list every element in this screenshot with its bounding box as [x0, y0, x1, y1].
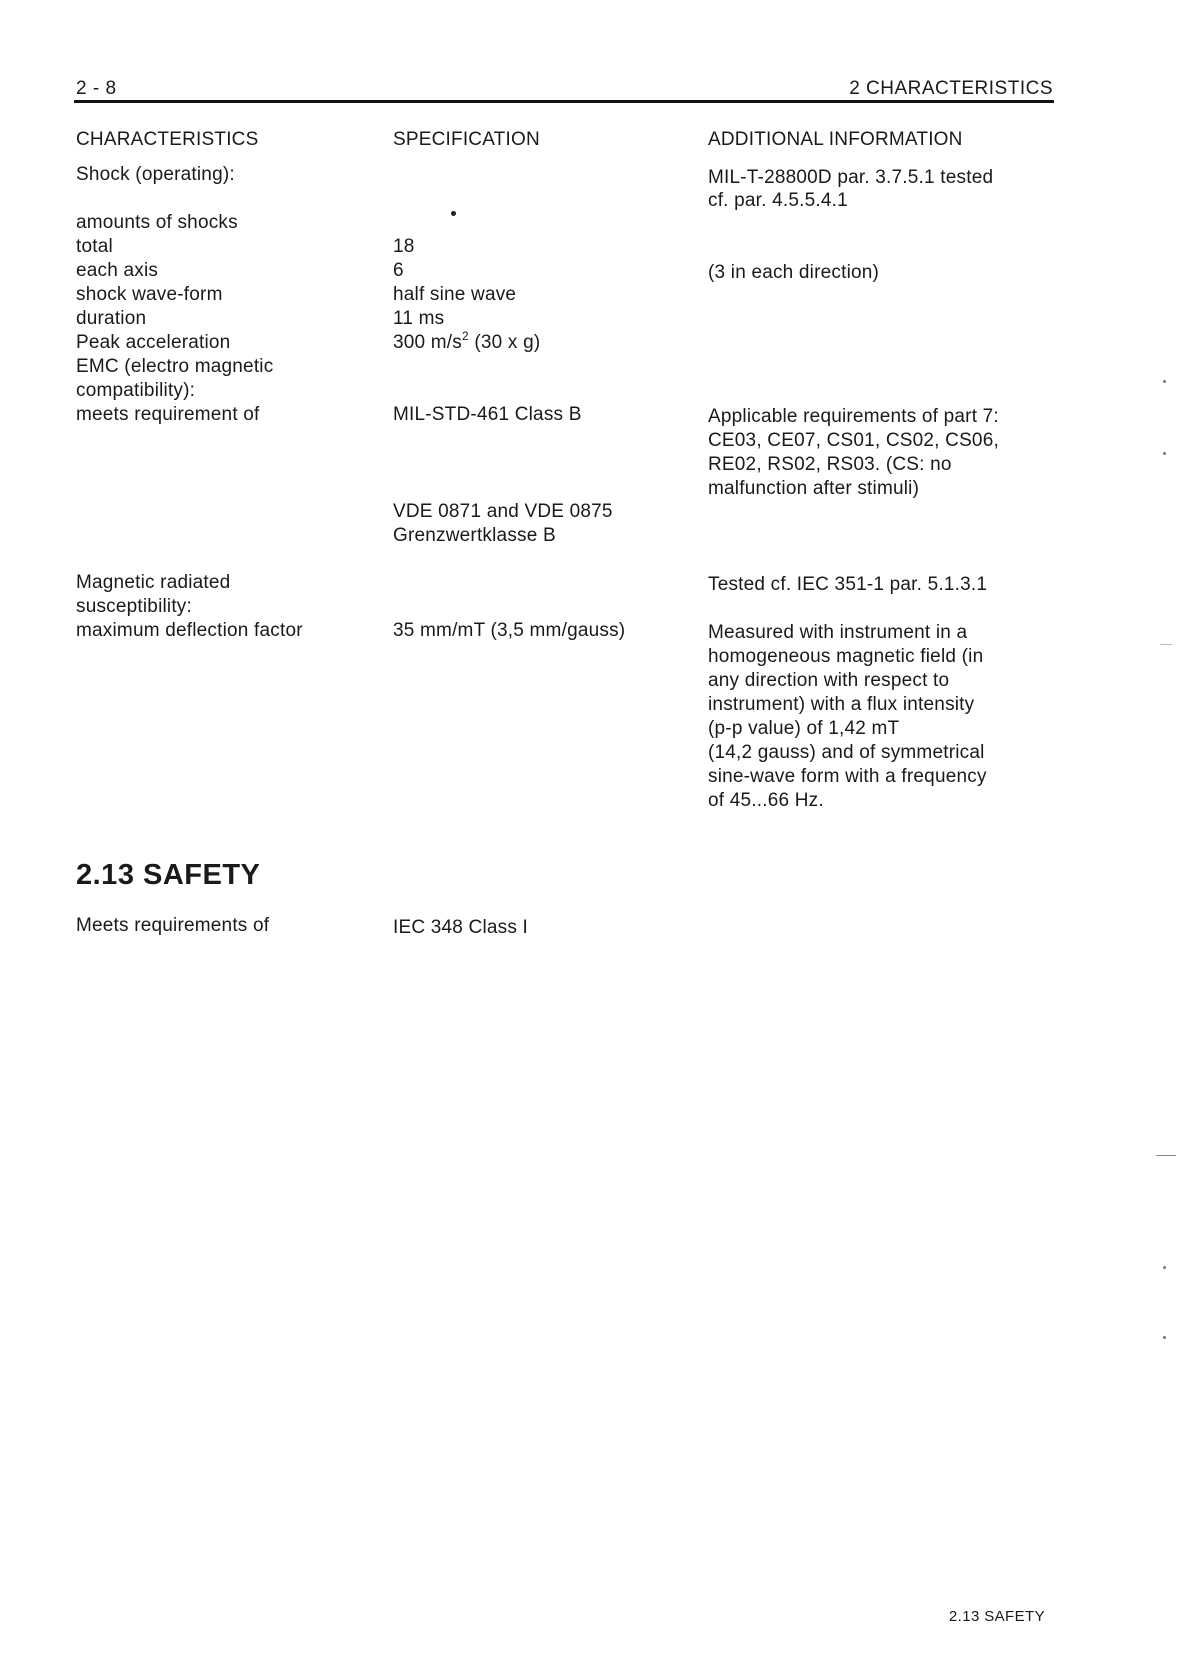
measured-line: sine-wave form with a frequency: [708, 766, 987, 787]
magnetic-tested-info: Tested cf. IEC 351-1 par. 5.1.3.1: [708, 574, 988, 595]
total-label: total: [76, 236, 113, 257]
peak-acceleration-label: Peak acceleration: [76, 332, 231, 353]
meets-requirement-value: MIL-STD-461 Class B: [393, 404, 582, 425]
shock-info-line1: MIL-T-28800D par. 3.7.5.1 tested: [708, 167, 994, 188]
measured-line: of 45...66 Hz.: [708, 790, 824, 811]
measured-line: instrument) with a flux intensity: [708, 694, 975, 715]
safety-meets-label: Meets requirements of: [76, 915, 270, 936]
measured-line: (14,2 gauss) and of symmetrical: [708, 742, 985, 763]
measured-line: any direction with respect to: [708, 670, 950, 691]
page-number: 2 - 8: [76, 78, 117, 99]
emc-info-line1: Applicable requirements of part 7:: [708, 406, 999, 427]
footer-section: 2.13 SAFETY: [948, 1608, 1045, 1625]
scan-speck: [1163, 380, 1166, 383]
total-value: 18: [393, 236, 415, 257]
emc-info-line4: malfunction after stimuli): [708, 478, 920, 499]
vde-line1: VDE 0871 and VDE 0875: [393, 501, 613, 522]
amounts-of-shocks-label: amounts of shocks: [76, 212, 238, 233]
scan-mark: [1156, 1155, 1176, 1156]
duration-label: duration: [76, 308, 147, 329]
scan-speck: [451, 211, 456, 216]
duration-value: 11 ms: [393, 308, 445, 329]
measured-line: homogeneous magnetic field (in: [708, 646, 984, 667]
magnetic-label-line2: susceptibility:: [76, 596, 192, 617]
emc-label-line1: EMC (electro magnetic: [76, 356, 274, 377]
scan-speck: [1163, 452, 1166, 455]
header-rule: [74, 100, 1054, 103]
peak-acceleration-value: 300 $m/s^2$ (30 x g): [393, 329, 541, 353]
emc-info-line3: RE02, RS02, RS03. (CS: no: [708, 454, 952, 475]
scan-mark: [1160, 644, 1172, 645]
measured-line: (p-p value) of 1,42 mT: [708, 718, 900, 739]
deflection-factor-value: 35 mm/mT (3,5 mm/gauss): [393, 620, 626, 641]
column-header-additional-information: ADDITIONAL INFORMATION: [708, 129, 963, 150]
safety-meets-value: IEC 348 Class I: [393, 917, 528, 938]
vde-line2: Grenzwertklasse B: [393, 525, 556, 546]
magnetic-label-line1: Magnetic radiated: [76, 572, 231, 593]
shock-label: Shock (operating):: [76, 164, 235, 185]
scan-speck: [1163, 1266, 1166, 1269]
each-axis-value: 6: [393, 260, 404, 281]
deflection-factor-label: maximum deflection factor: [76, 620, 303, 641]
column-header-specification: SPECIFICATION: [393, 129, 540, 150]
each-axis-label: each axis: [76, 260, 159, 281]
scan-speck: [1163, 1336, 1166, 1339]
waveform-label: shock wave-form: [76, 284, 223, 305]
each-axis-info: (3 in each direction): [708, 262, 880, 283]
chapter-title: 2 CHARACTERISTICS: [849, 78, 1053, 99]
shock-info-line2: cf. par. 4.5.5.4.1: [708, 190, 848, 211]
measured-line: Measured with instrument in a: [708, 622, 968, 643]
emc-info-line2: CE03, CE07, CS01, CS02, CS06,: [708, 430, 999, 451]
column-header-characteristics: CHARACTERISTICS: [76, 129, 259, 150]
emc-label-line2: compatibility):: [76, 380, 196, 401]
section-heading-safety: 2.13 SAFETY: [76, 859, 261, 891]
waveform-value: half sine wave: [393, 284, 517, 305]
meets-requirement-label: meets requirement of: [76, 404, 260, 425]
